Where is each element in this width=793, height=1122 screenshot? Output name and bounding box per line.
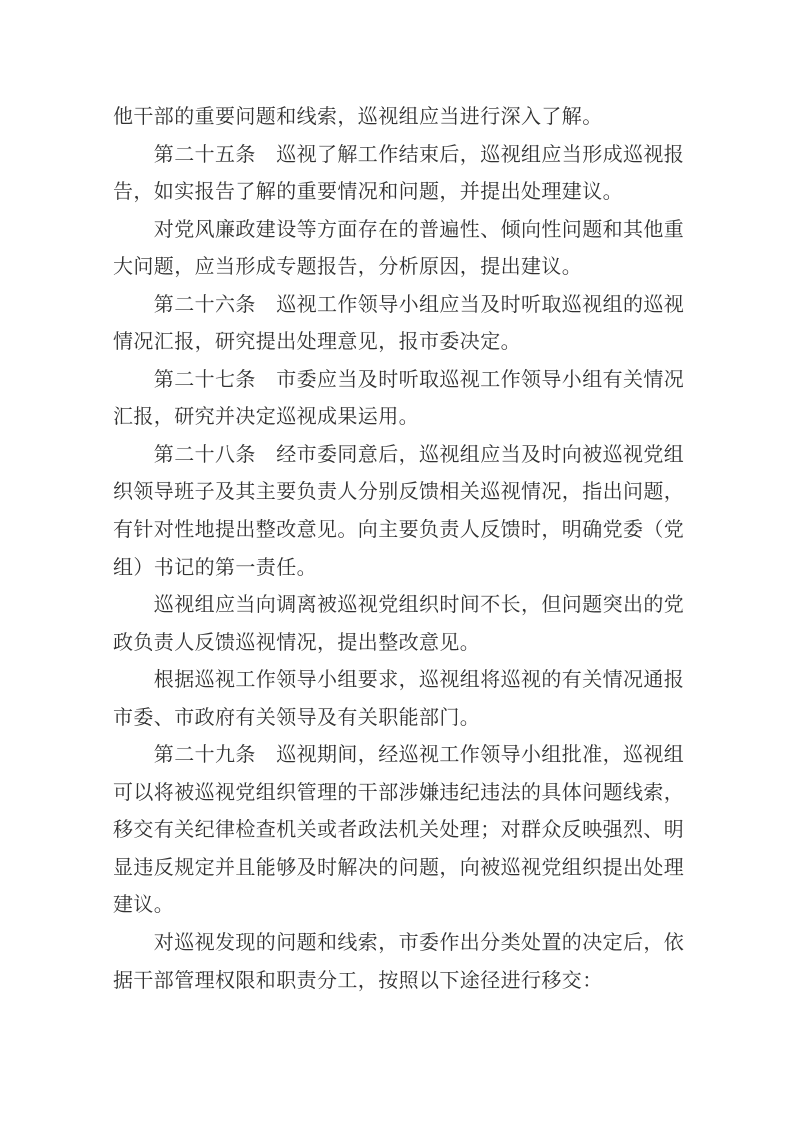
text-line: 第二十九条 巡视期间，经巡视工作领导小组批准，巡视组 <box>153 744 685 767</box>
paragraph <box>113 437 685 587</box>
text-line: 对巡视发现的问题和线索，市委作出分类处置的决定后，依 <box>153 932 685 955</box>
paragraph <box>113 287 685 362</box>
paragraph <box>113 99 685 137</box>
paragraph <box>113 587 685 662</box>
text-line: 显违反规定并且能够及时解决的问题，向被巡视党组织提出处理 <box>113 856 685 879</box>
text-line: 第二十六条 巡视工作领导小组应当及时听取巡视组的巡视 <box>153 293 685 316</box>
paragraph <box>113 925 685 1000</box>
paragraph <box>113 662 685 737</box>
paragraph <box>113 137 685 212</box>
text-line: 市委、市政府有关领导及有关职能部门。 <box>113 706 481 729</box>
text-line: 大问题，应当形成专题报告，分析原因，提出建议。 <box>113 256 583 279</box>
text-line: 对党风廉政建设等方面存在的普遍性、倾向性问题和其他重 <box>153 218 685 241</box>
text-line: 据干部管理权限和职责分工，按照以下途径进行移交： <box>113 969 603 992</box>
text-line: 有针对性地提出整改意见。向主要负责人反馈时，明确党委（党 <box>113 519 685 542</box>
document-body <box>113 99 685 1000</box>
text-line: 第二十五条 巡视了解工作结束后，巡视组应当形成巡视报 <box>153 143 685 166</box>
text-line: 可以将被巡视党组织管理的干部涉嫌违纪违法的具体问题线索， <box>113 781 685 804</box>
text-line: 第二十八条 经市委同意后，巡视组应当及时向被巡视党组 <box>153 443 685 466</box>
text-line: 根据巡视工作领导小组要求，巡视组将巡视的有关情况通报 <box>153 669 685 692</box>
text-line: 建议。 <box>113 894 175 917</box>
text-line: 告，如实报告了解的重要情况和问题，并提出处理建议。 <box>113 181 623 204</box>
text-line: 织领导班子及其主要负责人分别反馈相关巡视情况，指出问题， <box>113 481 685 504</box>
text-line: 汇报，研究并决定巡视成果运用。 <box>113 406 419 429</box>
text-line: 巡视组应当向调离被巡视党组织时间不长，但问题突出的党 <box>153 594 685 617</box>
paragraph <box>113 737 685 925</box>
text-line: 移交有关纪律检查机关或者政法机关处理；对群众反映强烈、明 <box>113 819 685 842</box>
paragraph <box>113 362 685 437</box>
text-line: 政负责人反馈巡视情况，提出整改意见。 <box>113 631 481 654</box>
text-line: 他干部的重要问题和线索，巡视组应当进行深入了解。 <box>113 106 603 128</box>
text-line: 组）书记的第一责任。 <box>113 556 317 579</box>
paragraph <box>113 212 685 287</box>
text-line: 第二十七条 市委应当及时听取巡视工作领导小组有关情况 <box>153 368 685 391</box>
text-line: 情况汇报，研究提出处理意见，报市委决定。 <box>113 331 521 354</box>
